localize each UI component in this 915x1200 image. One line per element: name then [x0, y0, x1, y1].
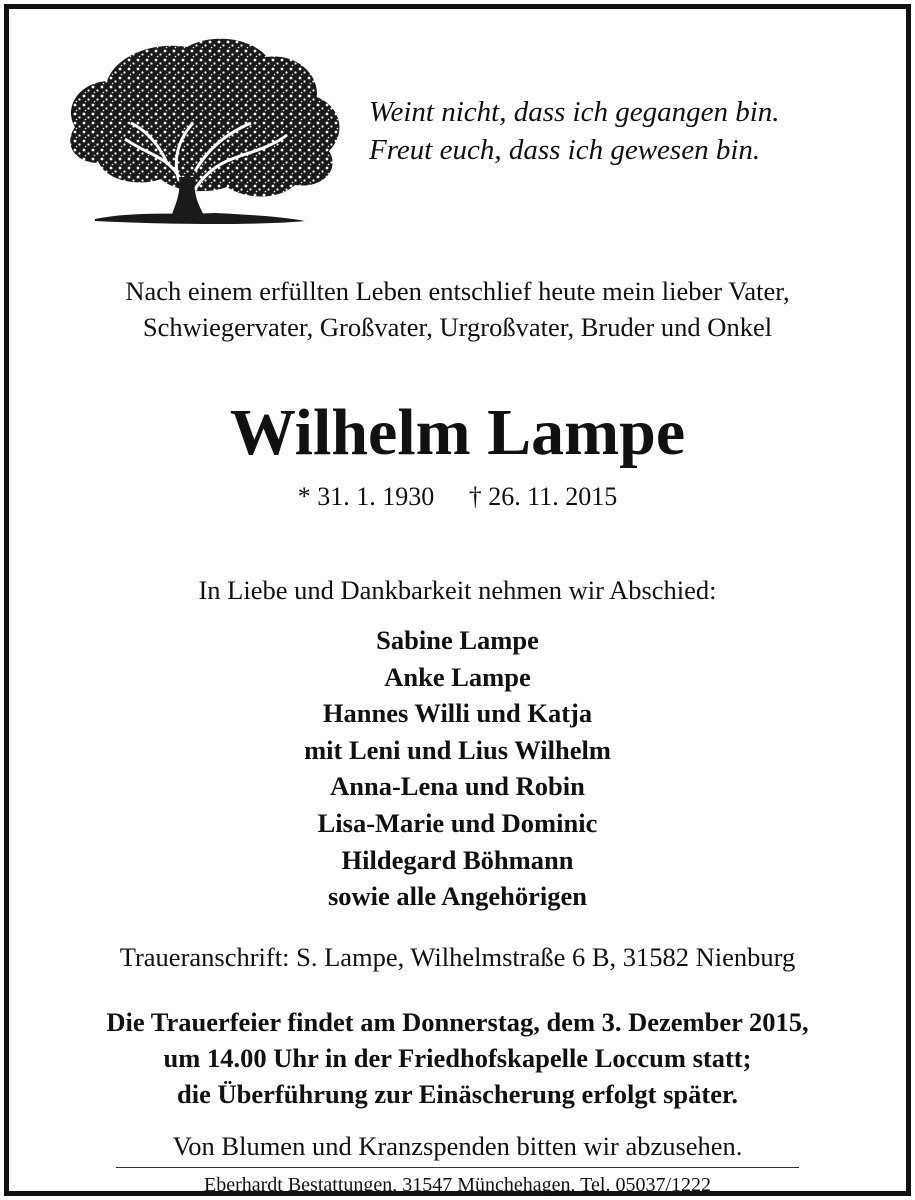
- intro-line: Schwiegervater, Großvater, Urgroßvater, Bruder und Onkel: [142, 312, 773, 342]
- farewell-text: In Liebe und Dankbarkeit nehmen wir Abschied:: [198, 575, 717, 605]
- death-date: † 26. 11. 2015: [468, 482, 618, 511]
- life-dates: [9, 480, 906, 514]
- funeral-home-footer: Eberhardt Bestattungen, 31547 Münchehagen, Tel. 05037/1222: [203, 1174, 711, 1196]
- service-details: [9, 1004, 906, 1112]
- intro-line: Nach einem erfüllten Leben entschlief heute mein lieber Vater,: [125, 276, 790, 306]
- flowers-request: Von Blumen und Kranzspenden bitten wir abzusehen.: [172, 1131, 743, 1161]
- quote-line: Weint nicht, dass ich gegangen bin.: [369, 96, 780, 128]
- birth-date: * 31. 1. 1930: [297, 482, 435, 511]
- family-member: Anna-Lena und Robin: [330, 771, 585, 802]
- intro-text: [9, 273, 906, 345]
- quote-line: Freut euch, dass ich gewesen bin.: [369, 134, 761, 166]
- quote: [369, 93, 869, 169]
- family-member: Hildegard Böhmann: [341, 844, 574, 875]
- mourning-address: Traueranschrift: S. Lampe, Wilhelmstraße 6 B, 31582 Nienburg: [119, 942, 796, 972]
- service-line: die Überführung zur Einäscherung erfolgt später.: [177, 1079, 738, 1109]
- family-member: Lisa-Marie und Dominic: [317, 807, 598, 838]
- service-line: Die Trauerfeier findet am Donnerstag, dem 3. Dezember 2015,: [106, 1007, 809, 1037]
- footer-divider: [116, 1167, 799, 1168]
- family-member: Anke Lampe: [384, 661, 531, 692]
- family-member: sowie alle Angehörigen: [327, 881, 588, 912]
- deceased-name: Wilhelm Lampe: [229, 396, 686, 469]
- family-member: Sabine Lampe: [376, 625, 539, 655]
- family-list: [9, 622, 906, 915]
- service-line: um 14.00 Uhr in der Friedhofskapelle Loccum statt;: [163, 1043, 752, 1073]
- family-member: Hannes Willi und Katja: [322, 698, 593, 729]
- obituary-notice: [4, 4, 911, 1196]
- tree-icon: [55, 31, 347, 227]
- family-member: mit Leni und Lius Wilhelm: [304, 734, 611, 765]
